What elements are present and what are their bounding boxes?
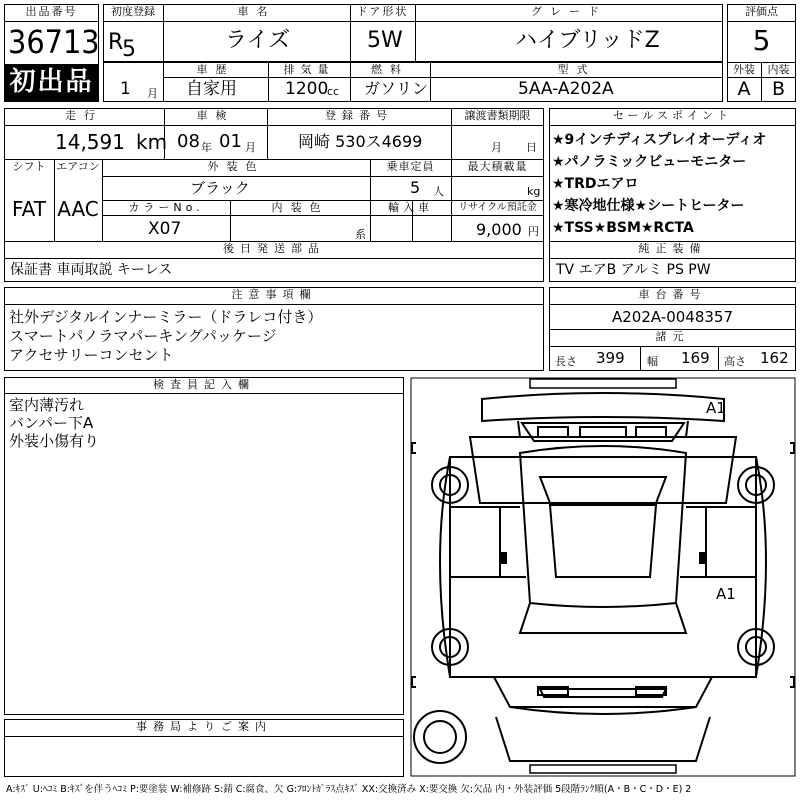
exterior-grade: A <box>737 78 751 100</box>
lot-number-label: 出品番号 <box>25 5 78 18</box>
width-label: 幅 <box>647 355 658 368</box>
first-reg-month-unit: 月 <box>147 87 158 100</box>
interior-color-unit: 系 <box>355 228 366 241</box>
transfer-label: 譲渡書類期限 <box>464 109 531 122</box>
sales-point-4: ★寒冷地仕様★シートヒーター <box>552 198 745 214</box>
ac: AAC <box>57 197 99 221</box>
sales-point-1: ★9インチディスプレイオーディオ <box>552 132 767 148</box>
load-unit: kg <box>527 185 541 198</box>
grade: ハイブリッドZ <box>515 28 660 53</box>
office-label: 事務局よりご案内 <box>136 720 272 733</box>
plate: 岡崎 530ス4699 <box>298 132 423 151</box>
import-label: 輸入車 <box>388 201 433 214</box>
model: 5AA-A202A <box>518 79 614 99</box>
sales-point-5: ★TSS★BSM★RCTA <box>552 220 694 236</box>
score-label: 評価点 <box>745 5 778 18</box>
recycle-label: リサイクル預託金 <box>458 202 537 213</box>
color-no-label: カラーNo. <box>128 201 204 214</box>
capacity-unit: 人 <box>433 185 444 198</box>
plate-label: 登録番号 <box>325 109 393 122</box>
dims-label: 諸元 <box>655 330 690 343</box>
model-label: 型式 <box>557 63 596 76</box>
capacity-label: 乗車定員 <box>386 160 435 173</box>
interior-color-label: 内装色 <box>271 201 329 214</box>
inspection-label: 車検 <box>196 109 235 122</box>
first-reg-era: R <box>108 30 124 55</box>
score: 5 <box>752 24 771 57</box>
equipment: TV エアB アルミ PS PW <box>556 262 711 278</box>
note-line-3: アクセサリーコンセント <box>9 346 174 364</box>
length: 399 <box>596 349 625 367</box>
inspector-line-1: 室内薄汚れ <box>9 396 85 414</box>
note-line-1: 社外デジタルインナーミラー（ドラレコ付き） <box>9 308 323 326</box>
lot-number: 36713 <box>8 23 100 61</box>
fuel-label: 燃料 <box>371 63 409 76</box>
inspection-month: 01 <box>219 131 242 152</box>
damage-legend: A:ｷｽﾞ U:ﾍｺﾐ B:ｷｽﾞを伴うﾍｺﾐ P:要塗装 W:補修跡 S:錆 C:腐食、欠 G:ﾌﾛﾝﾄｶﾞﾗｽ点ｷｽﾞ XX:交換済み X:要交換 欠:欠品 内・外装評価 5段階ﾗﾝｸ順(A・B・C・D・E) 2 <box>6 784 692 795</box>
inspection-year: 08 <box>177 131 200 152</box>
height: 162 <box>760 349 789 367</box>
chassis-number: A202A-0048357 <box>611 308 734 326</box>
note-line-2: スマートパノラマパーキングパッケージ <box>9 327 277 345</box>
height-label: 高さ <box>724 355 746 368</box>
load-label: 最大積載量 <box>467 160 528 173</box>
mileage-unit: km <box>136 130 168 154</box>
inspection-month-unit: 月 <box>245 141 256 154</box>
exterior-label: 外装 <box>733 63 755 76</box>
first-reg-month: 1 <box>120 79 131 99</box>
shift: FAT <box>11 197 46 221</box>
displacement: 1200 <box>285 79 329 99</box>
recycle-unit: 円 <box>528 225 539 238</box>
door-type: 5W <box>367 28 403 53</box>
exterior-color: ブラック <box>190 179 250 197</box>
displacement-unit: cc <box>327 85 340 98</box>
color-no: X07 <box>148 219 182 239</box>
length-label: 長さ <box>555 355 577 368</box>
displacement-label: 排気量 <box>283 63 335 76</box>
color-label: 外装色 <box>207 160 265 173</box>
width: 169 <box>681 349 710 367</box>
interior-grade: B <box>771 78 786 100</box>
inspector-label: 検査員記入欄 <box>153 378 255 391</box>
notes-label: 注意事項欄 <box>231 288 317 301</box>
inspector-line-3: 外装小傷有り <box>9 432 100 450</box>
mileage: 14,591 <box>55 130 125 154</box>
first-reg-year: 5 <box>122 37 136 62</box>
later-parts: 保証書 車両取説 キーレス <box>10 262 173 278</box>
fuel: ガソリン <box>364 79 429 98</box>
equipment-label: 純正装備 <box>638 242 707 255</box>
damage-mark-1: A1 <box>706 399 726 417</box>
first-listing-text: 初出品 <box>9 67 94 97</box>
recycle: 9,000 <box>476 220 522 239</box>
capacity: 5 <box>410 178 421 197</box>
sales-points-label: セールスポイント <box>612 109 732 122</box>
car-damage-diagram <box>410 377 796 777</box>
grade-label: グレード <box>531 5 607 18</box>
transfer-month-unit: 月 <box>491 141 502 154</box>
damage-mark-2: A1 <box>716 585 736 603</box>
transfer-day-unit: 日 <box>526 141 537 154</box>
first-reg-label: 初度登録 <box>111 5 155 18</box>
mileage-label: 走行 <box>65 109 103 122</box>
chassis-label: 車台番号 <box>638 288 707 301</box>
ac-label: エアコン <box>56 160 100 173</box>
door-label: ドア形状 <box>356 5 409 18</box>
car-name-label: 車名 <box>237 5 276 18</box>
shift-label: シフト <box>12 160 46 173</box>
interior-label: 内装 <box>767 63 790 76</box>
history-label: 車歴 <box>196 63 235 76</box>
inspector-line-2: バンパー下A <box>9 414 94 432</box>
later-parts-label: 後日発送部品 <box>223 242 325 255</box>
sales-point-2: ★パノラミックビューモニター <box>552 154 747 170</box>
inspection-year-unit: 年 <box>201 141 212 154</box>
car-name: ライズ <box>225 28 291 53</box>
sales-point-3: ★TRDエアロ <box>552 176 639 192</box>
history: 自家用 <box>186 79 237 99</box>
